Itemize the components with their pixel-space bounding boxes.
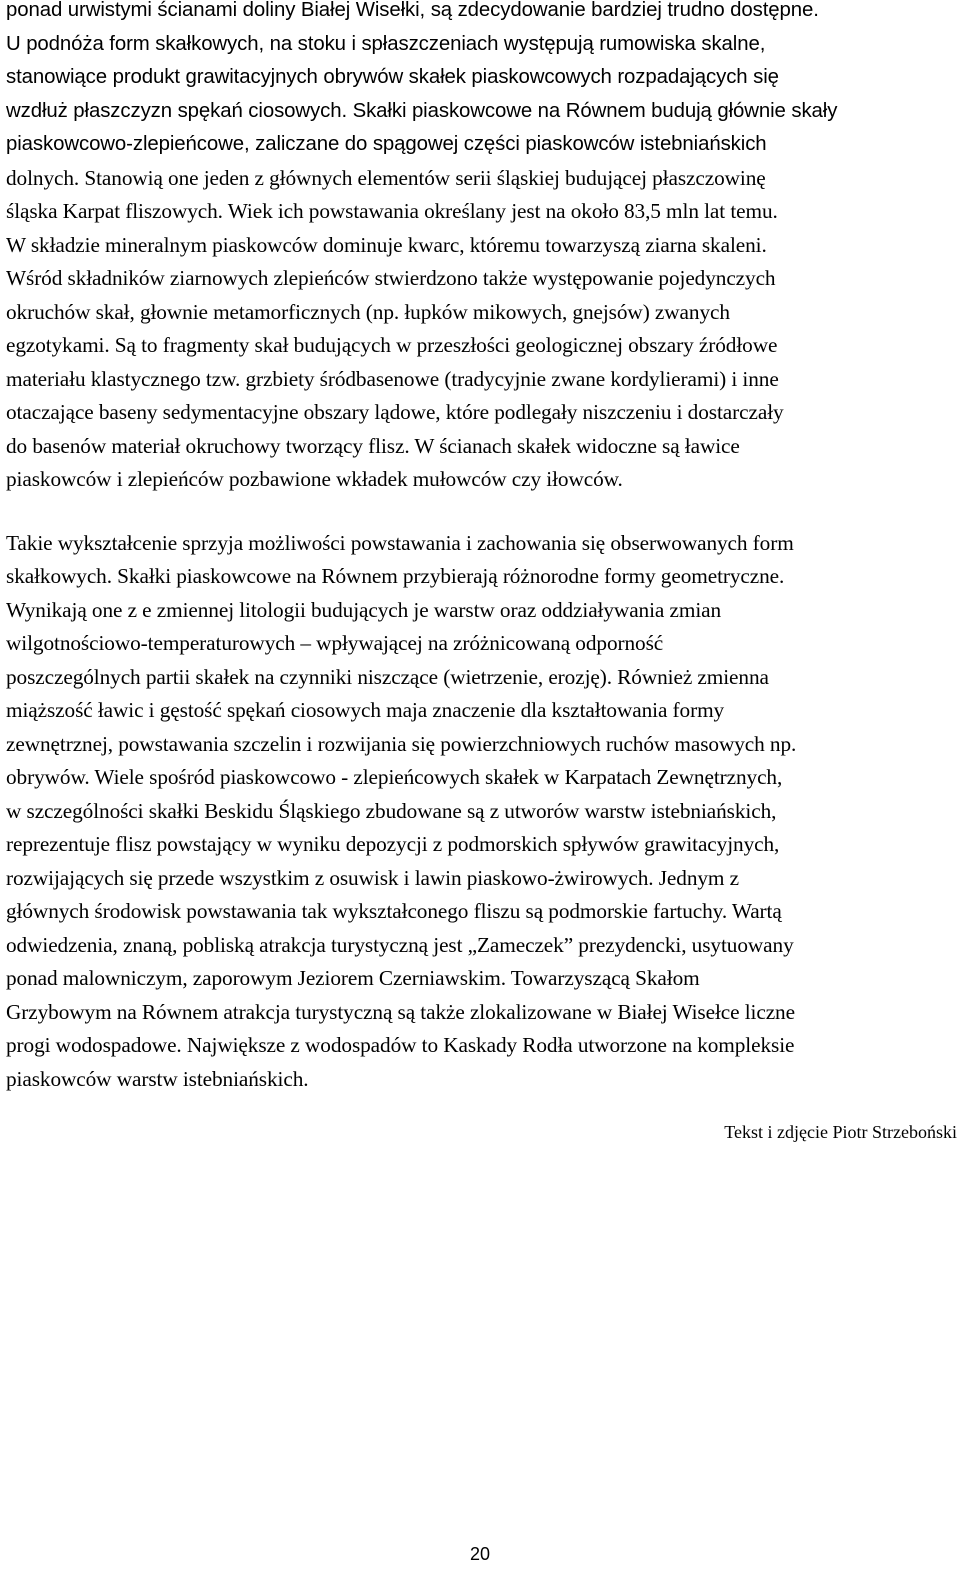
paragraph-gap (6, 497, 956, 527)
text-line: zewnętrznej, powstawania szczelin i rozwijania się powierzchniowych ruchów masowych np. (6, 731, 797, 756)
text-line: progi wodospadowe. Największe z wodospadów to Kaskady Rodła utworzone na kompleksie (6, 1033, 795, 1057)
author-credit: Tekst i zdjęcie Piotr Strzeboński (724, 1122, 957, 1142)
text-line: wilgotnościowo-temperaturowych – wpływającej na zróżnicowaną odporność (6, 631, 664, 655)
text-line: śląska Karpat fliszowych. Wiek ich powstawania określany jest na około 83,5 mln lat temu. (6, 199, 778, 223)
text-line: piaskowców i zlepieńców pozbawione wkładek mułowców czy iłowców. (6, 467, 623, 491)
text-line: w szczególności skałki Beskidu Śląskiego zbudowane są z utworów warstw istebniańskich, (6, 798, 777, 823)
text-line: ponad malowniczym, zaporowym Jeziorem Czerniawskim. Towarzyszącą Skałom (6, 966, 700, 990)
article-text (6, 0, 956, 1096)
text-line: piaskowców warstw istebniańskich. (6, 1066, 309, 1091)
text-line: okruchów skał, głownie metamorficznych (np. łupków mikowych, gnejsów) zwanych (6, 299, 730, 324)
page-number: 20 (469, 1544, 491, 1564)
text-line: piaskowcowo-zlepieńcowe, zaliczane do spągowej części piaskowców istebniańskich (6, 133, 767, 155)
text-line: wzdłuż płaszczyzn spękań ciosowych. Skałki piaskowcowe na Równem budują głównie skały (6, 99, 838, 122)
text-line: Wynikają one z e zmiennej litologii budujących je warstw oraz oddziaływania zmian (6, 597, 722, 622)
text-line: Wśród składników ziarnowych zlepieńców stwierdzono także występowanie pojedynczych (6, 266, 776, 290)
text-line: obrywów. Wiele spośród piaskowcowo - zlepieńcowych skałek w Karpatach Zewnętrznych, (6, 765, 783, 789)
text-line: rozwijających się przede wszystkim z osuwisk i lawin piaskowo-żwirowych. Jednym z (6, 865, 739, 890)
text-line: materiału klastycznego tzw. grzbiety śródbasenowe (tradycyjnie zwane kordylierami) i inne (6, 366, 779, 391)
text-line: odwiedzenia, znaną, pobliską atrakcja turystyczną jest „Zameczek” prezydencki, usytuowany (6, 932, 794, 957)
text-line: W składzie mineralnym piaskowców dominuje kwarc, któremu towarzyszą ziarna skaleni. (6, 232, 767, 257)
paragraph-1 (6, 0, 956, 497)
text-line: poszczególnych partii skałek na czynniki niszczące (wietrzenie, erozję). Również zmienna (6, 664, 769, 689)
text-line: ponad urwistymi ścianami doliny Białej Wisełki, są zdecydowanie bardziej trudno dostępne. (6, 0, 819, 21)
text-line: U podnóża form skałkowych, na stoku i spłaszczeniach występują rumowiska skalne, (6, 32, 766, 55)
paragraph-2 (6, 527, 956, 1097)
text-line: głównych środowisk powstawania tak wykształconego fliszu są podmorskie fartuchy. Wartą (6, 899, 782, 923)
text-line: do basenów materiał okruchowy tworzący flisz. W ścianach skałek widoczne są ławice (6, 433, 740, 458)
text-line: miąższość ławic i gęstość spękań ciosowych maja znaczenie dla kształtowania formy (6, 698, 725, 722)
text-line: egzotykami. Są to fragmenty skał budujących w przeszłości geologicznej obszary źródłowe (6, 333, 778, 357)
text-line: otaczające baseny sedymentacyjne obszary lądowe, które podlegały niszczeniu i dostarczały (6, 400, 784, 424)
text-line: skałkowych. Skałki piaskowcowe na Równem przybierają różnorodne formy geometryczne. (6, 564, 785, 588)
text-line: dolnych. Stanowią one jeden z głównych elementów serii śląskiej budującej płaszczowinę (6, 165, 766, 190)
text-line: Takie wykształcenie sprzyja możliwości powstawania i zachowania się obserwowanych form (6, 530, 794, 555)
text-line: reprezentuje flisz powstający w wyniku depozycji z podmorskich spływów grawitacyjnych, (6, 832, 780, 856)
text-line: stanowiące produkt grawitacyjnych obrywów skałek piaskowcowych rozpadających się (6, 66, 779, 88)
text-line: Grzybowym na Równem atrakcja turystyczną są także zlokalizowane w Białej Wisełce liczne (6, 999, 795, 1024)
